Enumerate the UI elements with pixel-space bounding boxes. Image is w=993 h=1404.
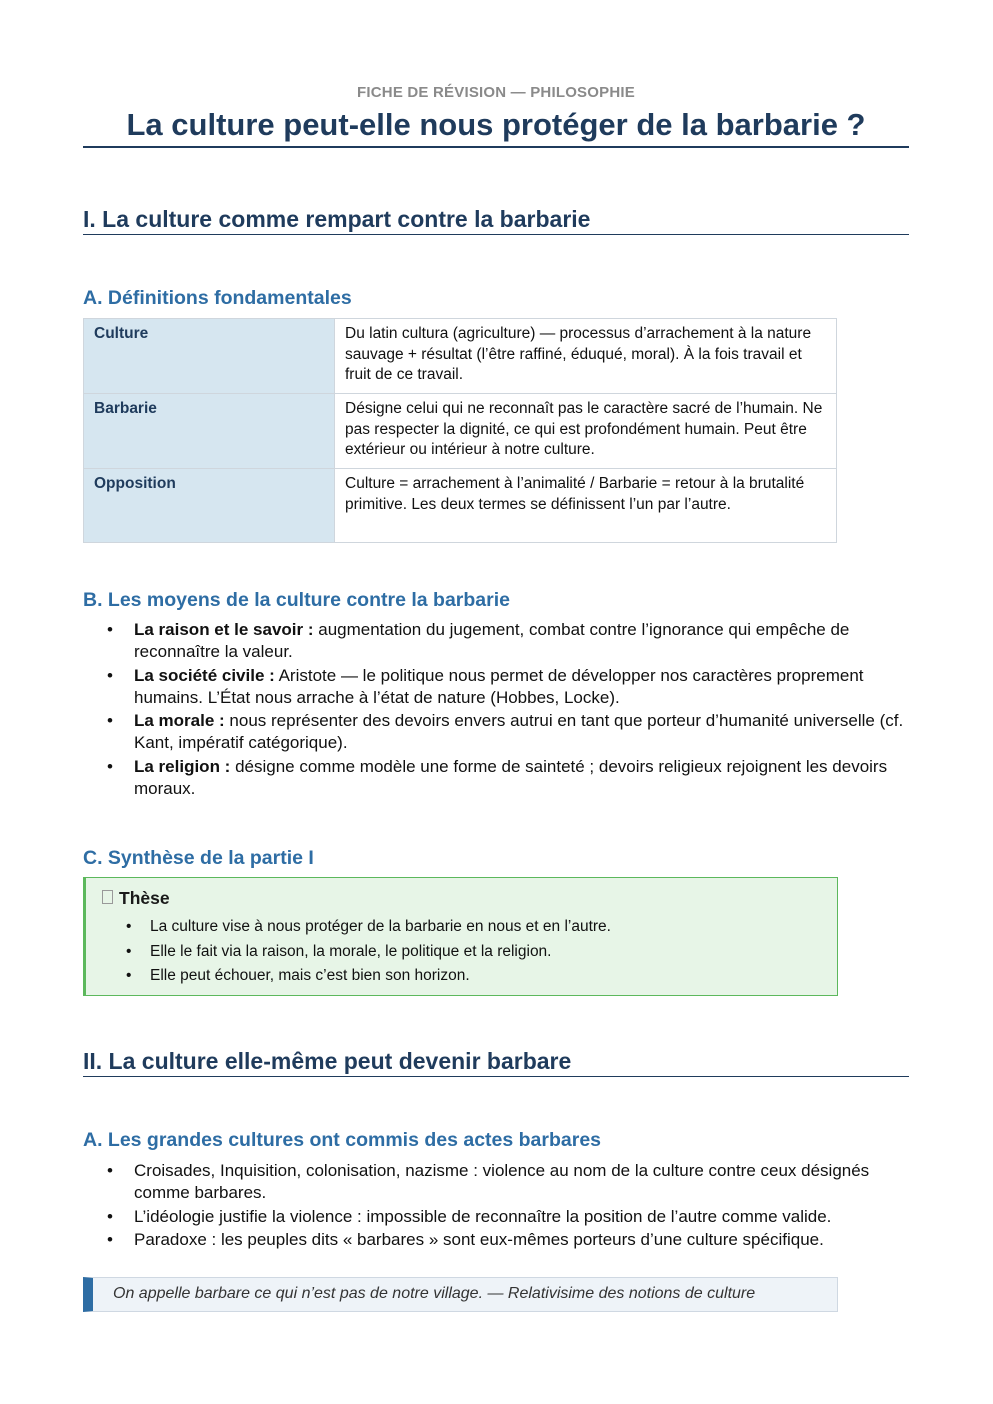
document-title: La culture peut-elle nous protéger de la barbarie ? [126, 107, 866, 142]
list-item-label: La morale : [134, 711, 225, 730]
document-kicker: FICHE DE RÉVISION — PHILOSOPHIE [357, 84, 635, 101]
thesis-title [102, 888, 170, 909]
list-item-text: nous représenter des devoirs envers autrui en tant que porteur d’humanité universelle (cf. Kant, impératif catégorique). [134, 711, 904, 752]
list-item-text: Aristote — le politique nous permet de développer nos caractères proprement humains. L’État nous arrache à l’état de nature (Hobbes, Locke). [134, 665, 864, 707]
means-list [83, 619, 909, 801]
list-item-label: La société civile : [134, 665, 275, 685]
thesis-list [86, 915, 611, 989]
list-item: • L’idéologie justifie la violence : impossible de reconnaître la position de l’autre comme valide. [83, 1206, 909, 1228]
thesis-title-text: Thèse [119, 888, 170, 908]
part-1-heading: I. La culture comme rempart contre la barbarie [83, 206, 591, 232]
title-rule [83, 146, 909, 148]
part-2-rule [83, 1076, 909, 1077]
list-item [83, 619, 909, 663]
definition-term: Barbarie [84, 394, 335, 469]
list-item-label: La religion : [134, 756, 231, 776]
definition-text: Culture = arrachement à l’animalité / Barbarie = retour à la brutalité primitive. Les deux termes se définissent l’un par l’autre. [335, 469, 837, 543]
definition-row [84, 469, 837, 543]
thesis-box [83, 877, 838, 996]
list-item: • La culture vise à nous protéger de la barbarie en nous et en l’autre. [86, 915, 611, 940]
part-1-rule [83, 234, 909, 235]
list-item-label: La raison et le savoir : [134, 620, 314, 639]
missing-glyph-icon [102, 890, 113, 904]
list-item: • Elle le fait via la raison, la morale, le politique et la religion. [86, 940, 611, 965]
list-item-text: augmentation du jugement, combat contre l’ignorance qui empêche de reconnaître la valeur. [134, 620, 850, 661]
definition-text: Du latin cultura (agriculture) — processus d’arrachement à la nature sauvage + résultat (l’être raffiné, éduqué, moral). À la fois travail et fruit de ce travail. [335, 319, 837, 394]
section-1a-heading: A. Définitions fondamentales [83, 287, 352, 309]
list-item-text: désigne comme modèle une forme de sainteté ; devoirs religieux rejoignent les devoirs moraux. [134, 756, 888, 798]
definition-text: Désigne celui qui ne reconnaît pas le caractère sacré de l’humain. Ne pas respecter la dignité, ce qui est profondément humain. Peut être extérieur ou intérieur à notre culture. [335, 394, 837, 469]
list-item: • Croisades, Inquisition, colonisation, nazisme : violence au nom de la culture contre ceux désignés comme barbares. [83, 1160, 909, 1204]
definitions-table [83, 318, 837, 543]
list-item [83, 665, 909, 709]
quote-text: On appelle barbare ce qui n’est pas de notre village. — Relativisime des notions de culture [113, 1285, 756, 1302]
definition-term: Culture [84, 319, 335, 394]
definition-term: Opposition [84, 469, 335, 543]
definition-row [84, 319, 837, 394]
part-2-heading: II. La culture elle-même peut devenir barbare [83, 1048, 572, 1074]
list-item: • Paradoxe : les peuples dits « barbares » sont eux-mêmes porteurs d’une culture spécifique. [83, 1229, 909, 1251]
list-item [83, 710, 909, 754]
section-1c-heading: C. Synthèse de la partie I [83, 847, 314, 869]
section-1b-heading: B. Les moyens de la culture contre la barbarie [83, 589, 510, 611]
section-2a-heading: A. Les grandes cultures ont commis des actes barbares [83, 1129, 602, 1151]
definition-row [84, 394, 837, 469]
barbaric-acts-list [83, 1160, 909, 1253]
list-item: • Elle peut échouer, mais c’est bien son horizon. [86, 964, 611, 989]
list-item [83, 756, 909, 800]
quote-box [83, 1277, 838, 1312]
